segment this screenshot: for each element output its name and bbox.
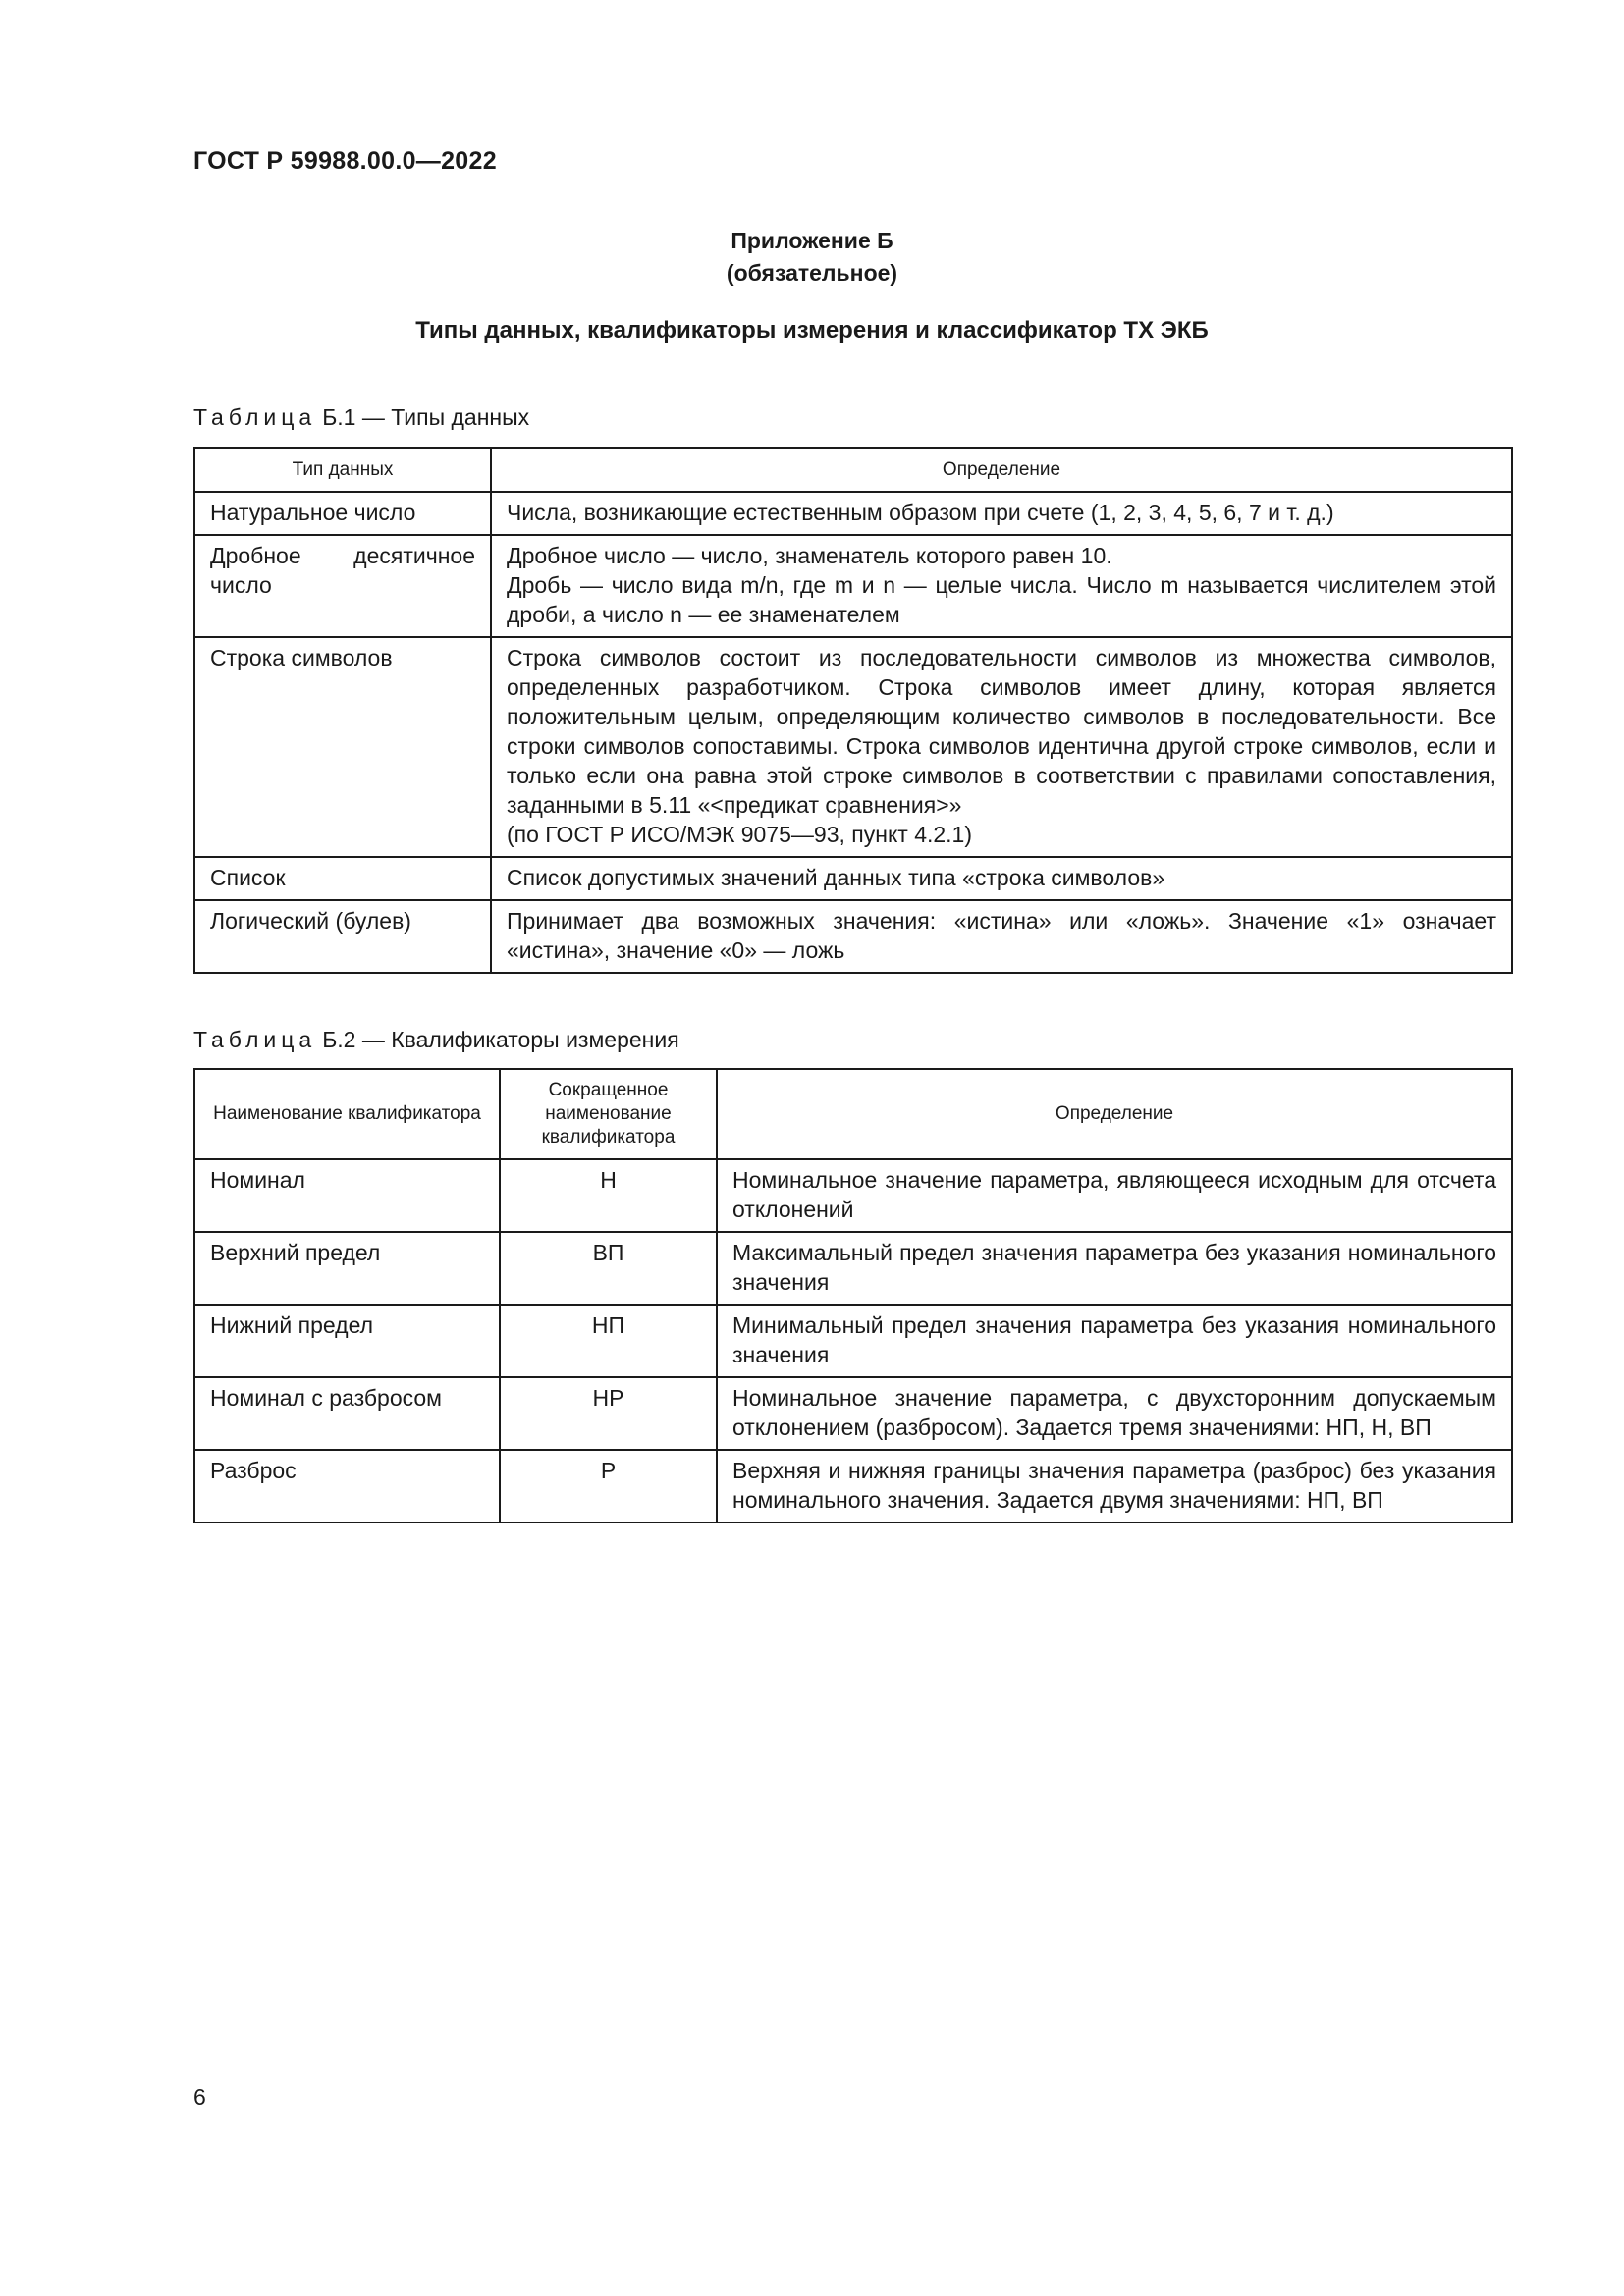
- document-header: ГОСТ Р 59988.00.0—2022: [193, 147, 497, 175]
- table-row: [194, 1232, 1512, 1305]
- data-type-cell: Строка символов: [194, 637, 491, 857]
- table-row: [194, 535, 1512, 637]
- table-row: [194, 857, 1512, 900]
- table-row: [194, 1377, 1512, 1450]
- section-title: Типы данных, квалификаторы измерения и классификатор ТХ ЭКБ: [415, 317, 1209, 344]
- table-row: [194, 1450, 1512, 1522]
- definition-cell: Максимальный предел значения параметра без указания номинального значения: [717, 1232, 1512, 1305]
- column-header-definition: Определение: [491, 448, 1512, 492]
- definition-cell: [491, 637, 1512, 857]
- qualifiers-table: [193, 1068, 1513, 1523]
- column-header-type: Тип данных: [194, 448, 491, 492]
- table1-caption-word: Таблица: [193, 404, 317, 430]
- qualifier-abbr-cell: Н: [500, 1159, 717, 1232]
- column-header-abbreviation: Сокращенное наименование квалификатора: [500, 1069, 717, 1159]
- data-type-cell: Логический (булев): [194, 900, 491, 973]
- data-type-cell: Натуральное число: [194, 492, 491, 535]
- data-type-cell: Список: [194, 857, 491, 900]
- appendix-title: [0, 225, 1624, 290]
- definition-text: Числа, возникающие естественным образом при счете (1, 2, 3, 4, 5, 6, 7 и т. д.): [507, 500, 1334, 525]
- definition-reference: (по ГОСТ Р ИСО/МЭК 9075—93, пункт 4.2.1): [507, 822, 973, 847]
- qualifier-abbr-cell: НП: [500, 1305, 717, 1377]
- table1-caption-text: Б.1 — Типы данных: [322, 404, 530, 430]
- definition-text: Принимает два возможных значения: «истина» или «ложь». Значение «1» означает «истина», значение «0» — ложь: [507, 908, 1496, 963]
- table-header-row: [194, 448, 1512, 492]
- definition-cell: Верхняя и нижняя границы значения параметра (разброс) без указания номинального значения. Задается двумя значениями: НП, ВП: [717, 1450, 1512, 1522]
- table2-caption-word: Таблица: [193, 1027, 317, 1052]
- appendix-label: Приложение Б: [731, 228, 893, 253]
- definition-cell: Номинальное значение параметра, с двухсторонним допускаемым отклонением (разбросом). Задается тремя значениями: НП, Н, ВП: [717, 1377, 1512, 1450]
- qualifier-abbr-cell: Р: [500, 1450, 717, 1522]
- table-row: [194, 492, 1512, 535]
- qualifier-name-cell: Разброс: [194, 1450, 500, 1522]
- definition-cell: Номинальное значение параметра, являющееся исходным для отсчета отклонений: [717, 1159, 1512, 1232]
- table2-caption-text: Б.2 — Квалификаторы измерения: [322, 1027, 679, 1052]
- table-header-row: [194, 1069, 1512, 1159]
- page-number: 6: [193, 2084, 206, 2109]
- column-header-definition: Определение: [717, 1069, 1512, 1159]
- definition-text: Дробь — число вида m/n, где m и n — целые числа. Число m называется числителем этой дроби, а число n — ее знаменателем: [507, 572, 1496, 627]
- definition-cell: Минимальный предел значения параметра без указания номинального значения: [717, 1305, 1512, 1377]
- qualifier-name-cell: Нижний предел: [194, 1305, 500, 1377]
- definition-text: Список допустимых значений данных типа «строка символов»: [507, 865, 1165, 890]
- table-row: [194, 1159, 1512, 1232]
- data-types-table: [193, 447, 1513, 974]
- column-header-name: Наименование квалификатора: [194, 1069, 500, 1159]
- qualifier-name-cell: Номинал с разбросом: [194, 1377, 500, 1450]
- qualifier-name-cell: Верхний предел: [194, 1232, 500, 1305]
- table-row: [194, 1305, 1512, 1377]
- qualifier-name-cell: Номинал: [194, 1159, 500, 1232]
- qualifier-abbr-cell: ВП: [500, 1232, 717, 1305]
- appendix-status: (обязательное): [726, 260, 898, 286]
- definition-cell: [491, 492, 1512, 535]
- definition-text: Строка символов состоит из последовательности символов из множества символов, определенных разработчиком. Строка символов имеет длину, которая является положительным целым, определяющим количество символов в последовательности. Все строки символов сопоставимы. Строка символов идентична другой строке символов, если и только если она равна этой строке символов в соответствии с правилами сопоставления, заданными в 5.11 «<предикат сравнения>»: [507, 645, 1496, 818]
- table-row: [194, 637, 1512, 857]
- data-type-cell: Дробное десятичное число: [194, 535, 491, 637]
- definition-cell: [491, 535, 1512, 637]
- table2-caption: [193, 1027, 679, 1053]
- qualifier-abbr-cell: НР: [500, 1377, 717, 1450]
- table-row: [194, 900, 1512, 973]
- definition-text: Дробное число — число, знаменатель которого равен 10.: [507, 543, 1112, 568]
- table1-caption: [193, 404, 529, 431]
- definition-cell: [491, 900, 1512, 973]
- definition-cell: [491, 857, 1512, 900]
